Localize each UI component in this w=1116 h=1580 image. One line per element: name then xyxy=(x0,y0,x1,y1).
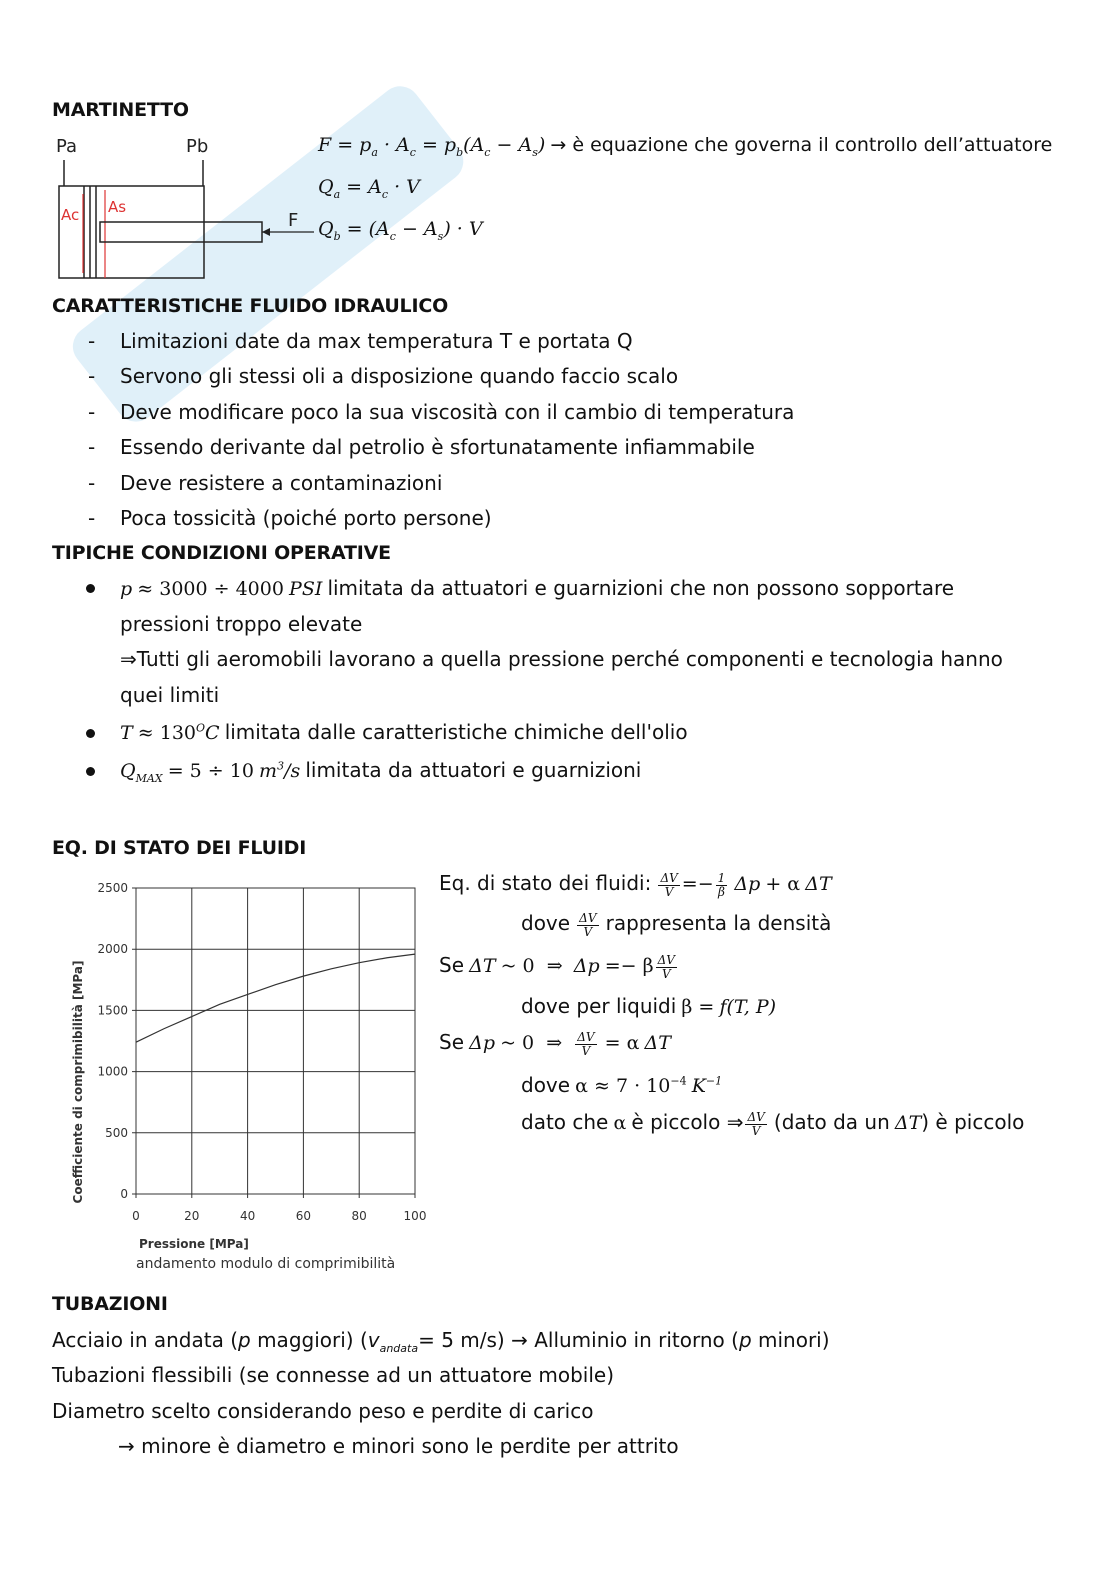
x-tick-label: 40 xyxy=(239,1209,256,1223)
stato-heading: EQ. DI STATO DEI FLUIDI xyxy=(52,837,307,859)
label-pb: Pb xyxy=(186,136,209,157)
list-item: Deve resistere a contaminazioni xyxy=(120,471,443,495)
fluido-heading: CARATTERISTICHE FLUIDO IDRAULICO xyxy=(52,295,449,317)
eq-qb: $Q_b = (A_c - A_s) \cdot V$ xyxy=(318,218,483,243)
condizioni-heading: TIPICHE CONDIZIONI OPERATIVE xyxy=(52,542,391,564)
x-tick-label: 100 xyxy=(403,1209,427,1223)
bullet-pressure: p ≈ 3000 ÷ 4000 PSI limitata da attuatori e guarnizioni che non possono sopportare xyxy=(120,576,955,600)
list-item: Limitazioni date da max temperatura T e portata Q xyxy=(120,329,633,353)
x-tick-label: 60 xyxy=(295,1209,312,1223)
pressure-note-line1: ⇒Tutti gli aeromobili lavorano a quella pressione perché componenti e tecnologia hanno xyxy=(120,647,1003,671)
bullet-flow: $Q_{MAX} = 5 \div 10$ $m^3/s$ limitata da attuatori e guarnizioni xyxy=(120,758,642,785)
y-axis-label: Coefficiente di comprimibilità [MPa] xyxy=(71,960,85,1204)
martinetto-heading: MARTINETTO xyxy=(52,99,189,121)
eq-stato-alpha: dove $\alpha \approx 7 \cdot 10^{-4}$ $K^{-1}$ xyxy=(521,1073,723,1097)
chart-caption: andamento modulo di comprimibilità xyxy=(136,1256,396,1272)
list-item: Essendo derivante dal petrolio è sfortunatamente infiammabile xyxy=(120,435,755,459)
x-tick-label: 20 xyxy=(184,1209,200,1223)
eq-stato-conclusion: dato che α è piccolo ⇒ $\frac{\Delta V}{V}$ (dato da un ΔT) è piccolo xyxy=(521,1110,1025,1138)
list-item: Deve modificare poco la sua viscosità con il cambio di temperatura xyxy=(120,400,795,424)
tubazioni-heading: TUBAZIONI xyxy=(52,1293,168,1315)
tubazioni-line2: Tubazioni flessibili (se connesse ad un attuatore mobile) xyxy=(52,1363,615,1387)
y-tick-label: 2500 xyxy=(97,881,128,895)
tubazioni-line3: Diametro scelto considerando peso e perdite di carico xyxy=(52,1399,594,1423)
y-tick-label: 1000 xyxy=(97,1064,128,1079)
bullet-dot xyxy=(86,767,95,776)
eq-stato-case2: Se Δp ~ 0 ⇒ $\frac{\Delta V}{V}$ = α ΔT xyxy=(439,1030,671,1058)
y-tick-label: 2000 xyxy=(97,942,128,957)
x-tick-label: 80 xyxy=(351,1209,367,1223)
eq-force: $F = p_a \cdot A_c = p_b(A_c - A_s)$ → è equazione che governa il controllo dell’attuatore xyxy=(318,134,1053,159)
eq-stato-main: Eq. di stato dei fluidi: $\frac{\Delta V}{V}$ =− $\frac{1}{\beta}$ Δp + α ΔT xyxy=(439,871,832,899)
list-item: Servono gli stessi oli a disposizione quando faccio scalo xyxy=(120,364,679,388)
eq-stato-density: dove $\frac{\Delta V}{V}$ rappresenta la densità xyxy=(521,911,832,939)
eq-stato-beta: dove per liquidi β = f(T, P) xyxy=(521,994,777,1018)
x-tick-label: 0 xyxy=(132,1209,140,1223)
eq-stato-case1: Se ΔT ~ 0 ⇒ Δp =− β $\frac{\Delta V}{V}$ xyxy=(439,953,675,981)
bullet-pressure-cont: pressioni troppo elevate xyxy=(120,612,363,636)
tubazioni-line1: Acciaio in andata (p maggiori) ($v_{andata}= 5$ m/s) → Alluminio in ritorno (p minori) xyxy=(52,1328,830,1355)
label-pa: Pa xyxy=(56,136,78,157)
tubazioni-line4: → minore è diametro e minori sono le perdite per attrito xyxy=(118,1434,679,1458)
y-tick-label: 500 xyxy=(105,1125,128,1140)
x-axis-label: Pressione [MPa] xyxy=(139,1237,249,1251)
pressure-note-line2: quei limiti xyxy=(120,683,220,707)
bullet-dot xyxy=(86,729,95,738)
bullet-dot xyxy=(86,584,95,593)
label-f: F xyxy=(288,210,299,231)
list-item: Poca tossicità (poiché porto persone) xyxy=(120,506,492,530)
bullet-temperature: $T \approx 130^OC$ limitata dalle caratteristiche chimiche dell'olio xyxy=(120,720,688,744)
label-as: As xyxy=(108,198,127,216)
y-tick-label: 0 xyxy=(120,1187,128,1201)
plot-area xyxy=(136,888,415,1194)
eq-qa: $Q_a = A_c \cdot V$ xyxy=(318,176,420,201)
label-ac: Ac xyxy=(61,206,80,224)
actuator-diagram xyxy=(50,128,315,284)
compressibility-chart xyxy=(64,872,436,1277)
y-tick-label: 1500 xyxy=(97,1003,128,1018)
